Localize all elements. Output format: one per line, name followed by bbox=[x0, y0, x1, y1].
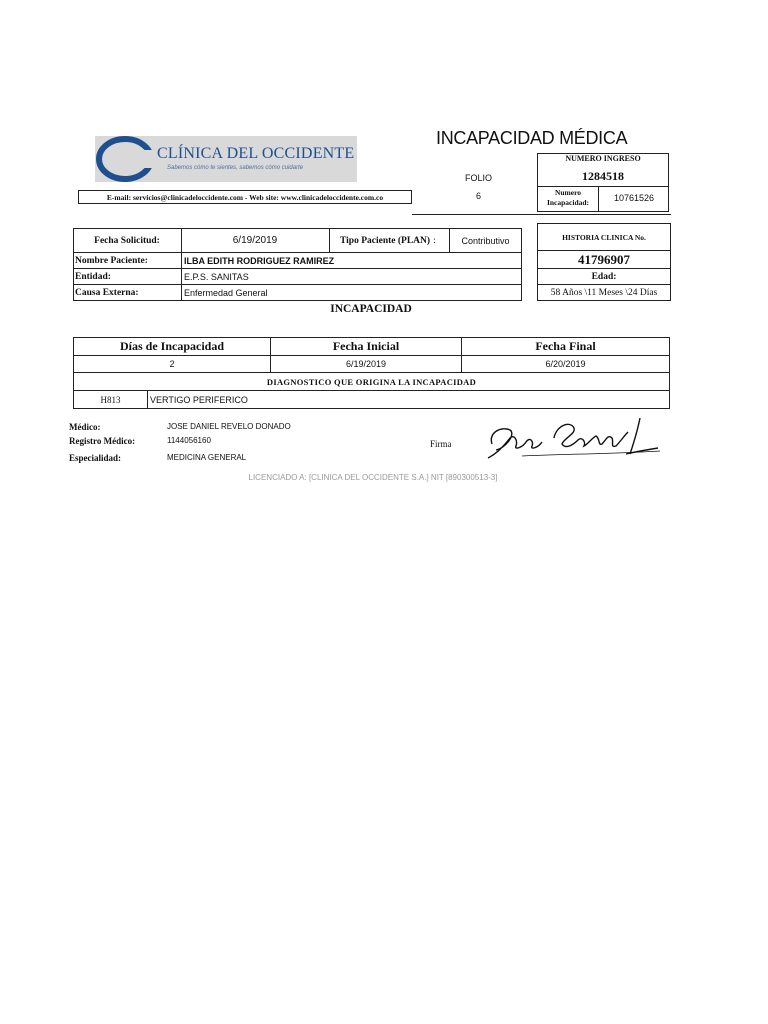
numero-incapacidad-value: 10761526 bbox=[613, 193, 655, 203]
firma-label: Firma bbox=[430, 439, 452, 449]
fecha-final-value: 6/20/2019 bbox=[545, 359, 586, 369]
medico-label: Médico: bbox=[69, 422, 101, 432]
numero-ingreso-value: 1284518 bbox=[582, 169, 624, 183]
nombre-paciente-label: Nombre Paciente: bbox=[75, 255, 148, 266]
edad-value: 58 Años \11 Meses \24 Días bbox=[550, 288, 658, 298]
registro-medico-label: Registro Médico: bbox=[69, 436, 136, 446]
especialidad-label: Especialidad: bbox=[69, 453, 122, 463]
tipo-paciente-label: Tipo Paciente (PLAN) bbox=[340, 235, 431, 246]
licencia-footer: LICENCIADO A: [CLINICA DEL OCCIDENTE S.A.] NIT [890300513-3] bbox=[248, 473, 498, 482]
entidad-value: E.P.S. SANITAS bbox=[184, 271, 249, 282]
fecha-solicitud-label: Fecha Solicitud: bbox=[94, 235, 160, 246]
fecha-inicial-header: Fecha Inicial bbox=[332, 339, 400, 353]
causa-externa-value: Enfermedad General bbox=[184, 288, 268, 298]
tipo-paciente-colon: : bbox=[433, 235, 436, 246]
fecha-final-header: Fecha Final bbox=[535, 339, 596, 353]
nombre-paciente-value: ILBA EDITH RODRIGUEZ RAMIREZ bbox=[184, 255, 335, 266]
clinic-name: CLÍNICA DEL OCCIDENTE bbox=[157, 145, 355, 162]
medico-value: JOSE DANIEL REVELO DONADO bbox=[167, 422, 291, 431]
causa-externa-label: Causa Externa: bbox=[75, 288, 139, 298]
clinic-logo bbox=[95, 136, 357, 182]
doctor-signature bbox=[482, 414, 662, 462]
folio-label: FOLIO bbox=[465, 173, 493, 183]
patient-col-divider-2 bbox=[329, 228, 330, 252]
contact-line-box bbox=[78, 190, 412, 204]
historia-clinica-value: 41796907 bbox=[578, 251, 630, 267]
dias-incapacidad-value: 2 bbox=[169, 359, 175, 369]
numero-ingreso-label: NUMERO INGRESO bbox=[565, 154, 641, 163]
fecha-inicial-value: 6/19/2019 bbox=[345, 359, 387, 369]
registro-medico-value: 1144056160 bbox=[167, 436, 211, 445]
numero-incapacidad-label: Numero Incapacidad: bbox=[546, 188, 590, 207]
folio-value: 6 bbox=[476, 191, 482, 201]
diagnostico-title: DIAGNOSTICO QUE ORIGINA LA INCAPACIDAD bbox=[266, 376, 477, 387]
fecha-solicitud-value: 6/19/2019 bbox=[232, 235, 278, 246]
tipo-paciente-value: Contributivo bbox=[461, 235, 510, 246]
edad-label: Edad: bbox=[591, 271, 617, 282]
dias-incapacidad-header: Días de Incapacidad bbox=[119, 339, 225, 353]
diagnostico-description: VERTIGO PERIFERICO bbox=[150, 395, 248, 405]
clinic-tagline: Sabemos cómo te sientes, sabemos cómo cuidarte bbox=[167, 165, 304, 171]
header-separator bbox=[412, 214, 671, 215]
clinic-logo-icon bbox=[95, 136, 155, 182]
especialidad-value: MEDICINA GENERAL bbox=[167, 453, 247, 462]
diagnostico-code: H813 bbox=[100, 395, 121, 405]
numero-ingreso-divider bbox=[537, 186, 669, 187]
incapacidad-section-title: INCAPACIDAD bbox=[330, 303, 412, 315]
entidad-label: Entidad: bbox=[75, 271, 111, 282]
contact-line: E-mail: servicios@clinicadeloccidente.com - Web site: www.clinicadeloccidente.com.co bbox=[106, 192, 384, 202]
historia-clinica-label: HISTORIA CLINICA No. bbox=[562, 232, 646, 242]
document-title: INCAPACIDAD MÉDICA bbox=[436, 128, 628, 148]
tipo-paciente-field bbox=[340, 229, 448, 252]
diag-col-divider bbox=[147, 390, 148, 409]
